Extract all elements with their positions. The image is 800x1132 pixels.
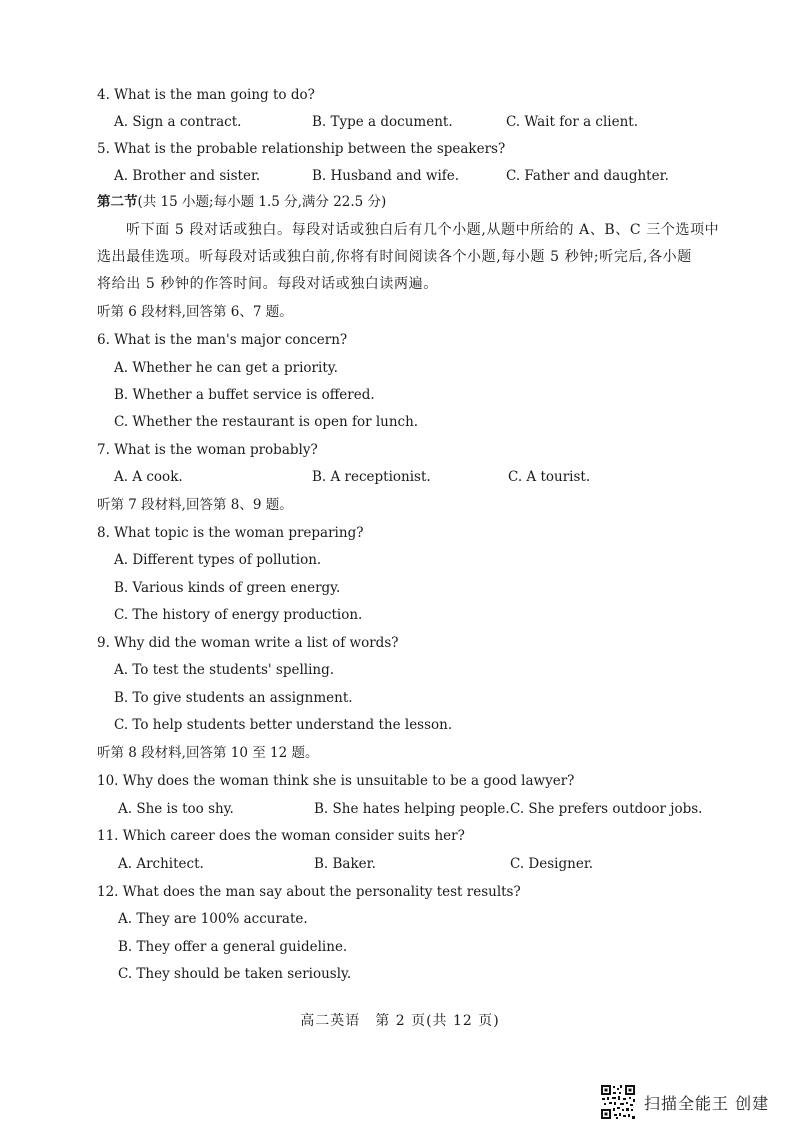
option-c: C. Father and daughter.	[506, 168, 669, 184]
question-11: 11. Which career does the woman consider suits her?	[97, 828, 465, 844]
option-b: B. A receptionist.	[312, 469, 431, 485]
question-8: 8. What topic is the woman preparing?	[97, 525, 364, 541]
group-heading-8: 听第 8 段材料,回答第 10 至 12 题。	[97, 745, 319, 761]
instruction-line-3: 将给出 5 秒钟的作答时间。每段对话或独白读两遍。	[97, 276, 438, 292]
question-12: 12. What does the man say about the personality test results?	[97, 884, 521, 900]
option-a: A. Different types of pollution.	[114, 552, 322, 568]
question-7-options	[114, 468, 734, 486]
question-9: 9. Why did the woman write a list of words?	[97, 635, 399, 651]
option-c: C. The history of energy production.	[114, 607, 363, 623]
option-a: A. To test the students' spelling.	[114, 662, 335, 678]
option-a: A. Brother and sister.	[114, 168, 261, 184]
question-10: 10. Why does the woman think she is unsuitable to be a good lawyer?	[97, 773, 575, 789]
option-b: B. Type a document.	[312, 114, 453, 130]
qr-code-icon	[600, 1084, 636, 1120]
question-7: 7. What is the woman probably?	[97, 442, 318, 458]
option-b: B. To give students an assignment.	[114, 690, 353, 706]
option-c: C. Designer.	[510, 856, 594, 872]
option-a: A. Sign a contract.	[114, 114, 242, 130]
question-4-options	[114, 113, 734, 131]
option-c: C. Whether the restaurant is open for lunch.	[114, 414, 419, 430]
option-a: A. She is too shy.	[118, 801, 234, 817]
group-heading-7: 听第 7 段材料,回答第 8、9 题。	[97, 497, 293, 513]
scanner-label: 扫描全能王 创建	[644, 1093, 770, 1113]
question-5: 5. What is the probable relationship between the speakers?	[97, 141, 506, 157]
question-11-options	[118, 855, 738, 873]
option-c: C. To help students better understand the lesson.	[114, 717, 453, 733]
page-footer: 高二英语 第 2 页(共 12 页)	[300, 1013, 500, 1029]
question-4: 4. What is the man going to do?	[97, 87, 315, 103]
option-b: B. They offer a general guideline.	[118, 939, 348, 955]
option-b: B. Whether a buffet service is offered.	[114, 387, 375, 403]
option-b: B. Baker.	[314, 856, 376, 872]
option-a: A. Whether he can get a priority.	[114, 360, 338, 376]
question-6: 6. What is the man's major concern?	[97, 332, 348, 348]
option-a: A. A cook.	[114, 469, 183, 485]
scanner-watermark	[600, 1082, 769, 1122]
option-c: C. A tourist.	[508, 469, 591, 485]
instruction-line-1: 听下面 5 段对话或独白。每段对话或独白后有几个小题,从题中所给的 A、B、C 三个选项中	[126, 222, 720, 238]
group-heading-6: 听第 6 段材料,回答第 6、7 题。	[97, 304, 293, 320]
section-scoring-note: (共 15 小题;每小题 1.5 分,满分 22.5 分)	[137, 194, 387, 210]
option-c: C. She prefers outdoor jobs.	[510, 801, 703, 817]
option-b: B. She hates helping people.	[314, 801, 510, 817]
question-10-options	[118, 800, 738, 818]
option-b: B. Husband and wife.	[312, 168, 460, 184]
section-heading	[97, 193, 386, 211]
option-c: C. They should be taken seriously.	[118, 966, 352, 982]
option-c: C. Wait for a client.	[506, 114, 639, 130]
question-5-options	[114, 167, 734, 185]
option-a: A. Architect.	[118, 856, 204, 872]
option-b: B. Various kinds of green energy.	[114, 580, 341, 596]
option-a: A. They are 100% accurate.	[118, 911, 308, 927]
instruction-line-2: 选出最佳选项。听每段对话或独白前,你将有时间阅读各个小题,每小题 5 秒钟;听完后,各小题	[97, 249, 692, 265]
section-title: 第二节	[97, 194, 138, 210]
